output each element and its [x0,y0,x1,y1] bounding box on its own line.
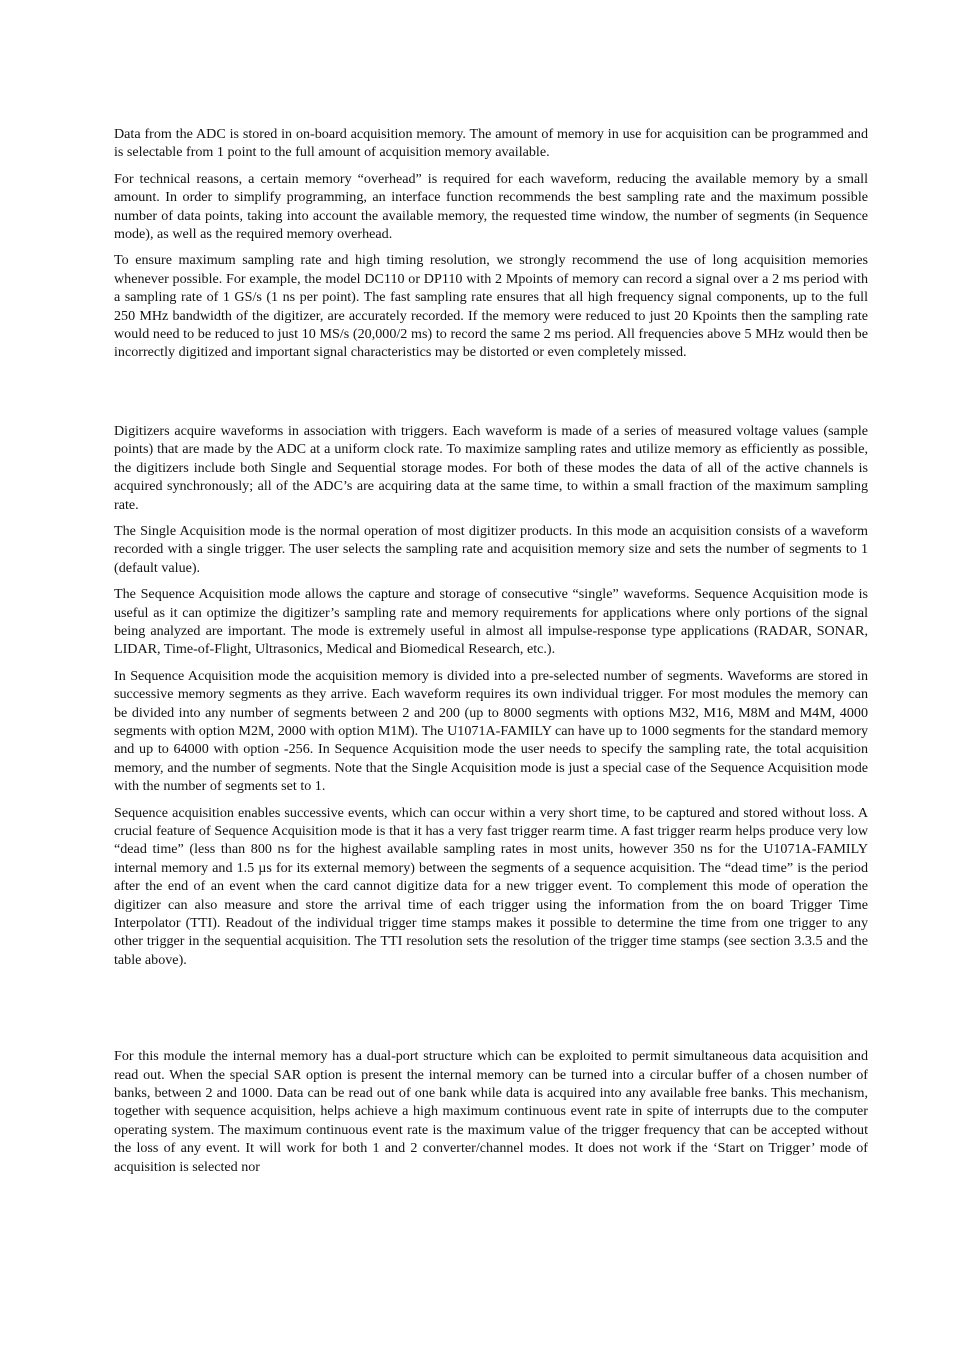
paragraph: For this module the internal memory has a dual-port structure which can be exploited to permit simultaneous data acquisition and read out. When the special SAR option is present the internal memory can be turned into a circular buffer of a chosen number of banks, between 2 and 1000. Data can be read out of one bank while data is acquired into any available free banks. This mechanism, together with sequence acquisition, helps achieve a high maximum continuous event rate in spite of interrupts due to the computer operating system. The maximum continuous event rate is the maximum value of the trigger frequency that can be accepted without the loss of any event. It will work for both 1 and 2 converter/channel modes. It does not work if the ‘Start on Trigger’ mode of acquisition is selected nor [114,1048,868,1175]
section-gap [114,370,868,422]
paragraph: In Sequence Acquisition mode the acquisition memory is divided into a pre-selected number of segments. Waveforms are stored in successive memory segments as they arrive. Each waveform requires its own individual trigger. For most modules the memory can be divided into any number of segments between 2 and 200 (up to 8000 segments with options M32, M16, M8M and M4M, 4000 segments with option M2M, 2000 with option M1M). The U1071A-FAMILY can have up to 1000 segments for the standard memory and up to 64000 with option -256. In Sequence Acquisition mode the user needs to specify the sampling rate, the total acquisition memory, and the number of segments. Note that the Single Acquisition mode is just a special case of the Sequence Acquisition mode with the number of segments set to 1. [114,667,868,795]
document-page [114,125,868,1184]
paragraph: The Sequence Acquisition mode allows the capture and storage of consecutive “single” waveforms. Sequence Acquisition mode is useful as it can optimize the digitizer’s sampling rate and memory requirements for applications where only portions of the signal being analyzed are important. The mode is extremely useful in almost all impulse-response type applications (RADAR, SONAR, LIDAR, Time-of-Flight, Ultrasonics, Medical and Biomedical Research, etc.). [114,586,868,658]
section-gap [114,977,868,1047]
section-memory [114,125,868,362]
paragraph: For technical reasons, a certain memory “overhead” is required for each waveform, reducing the available memory by a small amount. In order to simplify programming, an interface function recommends the best sampling rate and the maximum possible number of data points, taking into account the available memory, the requested time window, the number of segments (in Sequence mode), as well as the required memory overhead. [114,170,868,243]
paragraph: Digitizers acquire waveforms in association with triggers. Each waveform is made of a series of measured voltage values (sample points) that are made by the ADC at a uniform clock rate. To maximize sampling rates and utilize memory as efficiently as possible, the digitizers include both Single and Sequential storage modes. For both of these modes the data of all of the active channels is acquired synchronously; all of the ADC’s are acquiring data at the same time, to within a small fraction of the maximum sampling rate. [114,422,868,513]
section-acquisition-modes [114,422,868,969]
paragraph: Data from the ADC is stored in on-board acquisition memory. The amount of memory in use for acquisition can be programmed and is selectable from 1 point to the full amount of acquisition memory available. [114,126,868,161]
paragraph: The Single Acquisition mode is the normal operation of most digitizer products. In this mode an acquisition consists of a waveform recorded with a single trigger. The user selects the sampling rate and acquisition memory size and sets the number of segments to 1 (default value). [114,522,868,576]
paragraph: To ensure maximum sampling rate and high timing resolution, we strongly recommend the use of long acquisition memories whenever possible. For example, the model DC110 or DP110 with 2 Mpoints of memory can record a signal over a 2 ms period with a sampling rate of 1 GS/s (1 ns per point). The fast sampling rate ensures that all high frequency signal components, up to the full 250 MHz bandwidth of the digitizer, are accurately recorded. If the memory were reduced to just 20 Kpoints then the sampling rate would need to be reduced to just 10 MS/s (20,000/2 ms) to record the same 2 ms period. All frequencies above 5 MHz would then be incorrectly digitized and important signal characteristics may be distorted or even completely missed. [114,252,868,361]
section-dual-port-memory [114,1047,868,1176]
paragraph: Sequence acquisition enables successive events, which can occur within a very short time, to be captured and stored without loss. A crucial feature of Sequence Acquisition mode is that it has a very fast trigger rearm time. A fast trigger rearm helps produce very low “dead time” (less than 800 ns for the highest available sampling rates in most units, however 350 ns for the U1071A-FAMILY internal memory and 1.5 µs for its external memory) between the segments of a sequence acquisition. The “dead time” is the period after the end of an event when the card cannot digitize data for a new trigger event. To complement this mode of operation the digitizer can also measure and store the arrival time of each trigger using the information from the on board Trigger Time Interpolator (TTI). Readout of the individual trigger time stamps makes it possible to determine the time from one trigger to any other trigger in the sequential acquisition. The TTI resolution sets the resolution of the trigger time stamps (see section 3.3.5 and the table above). [114,804,868,968]
